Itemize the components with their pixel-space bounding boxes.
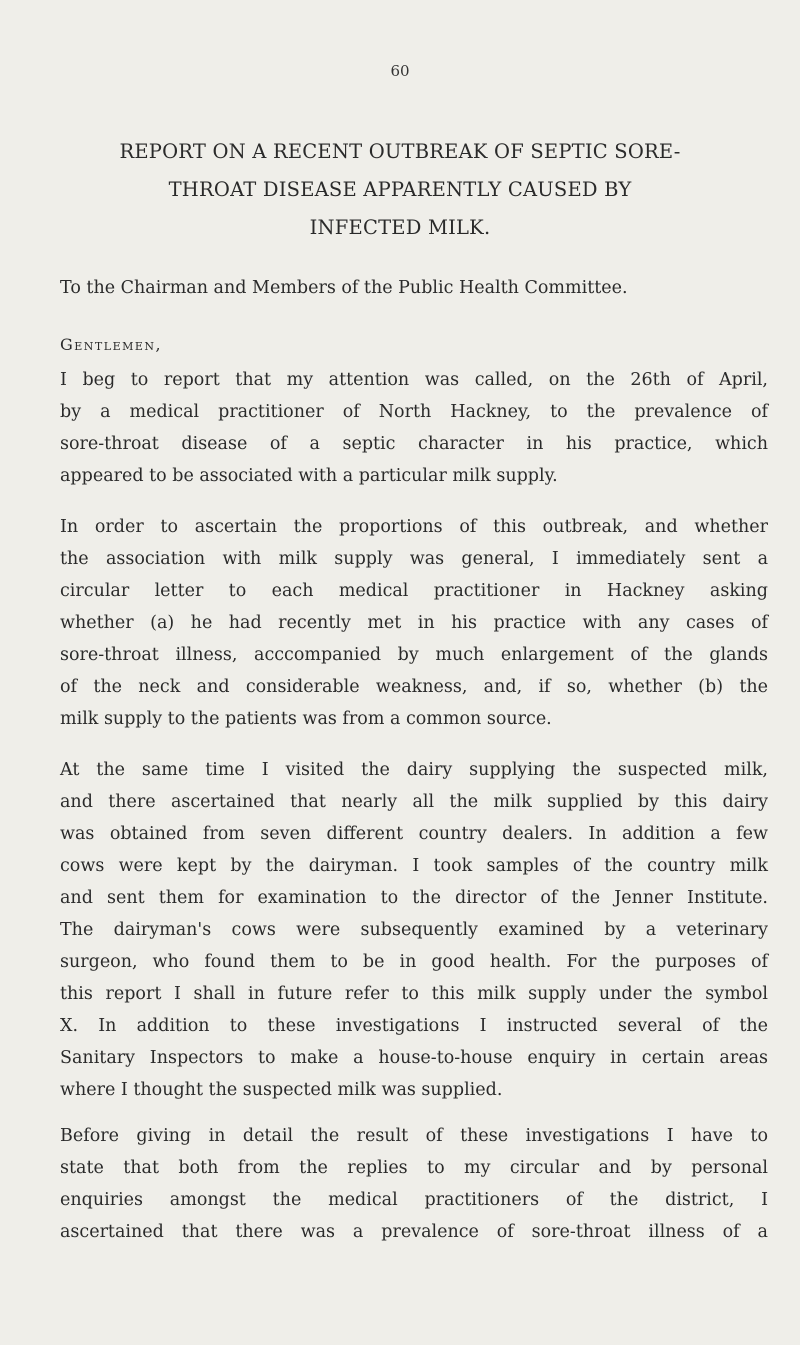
text-line: Sanitary Inspectors to make a house-to-house enquiry in certain areas [60,1048,768,1068]
title-line: THROAT DISEASE APPARENTLY CAUSED BY [168,178,632,201]
text-line: circular letter to each medical practitioner in Hackney asking [60,581,768,601]
text-line: where I thought the suspected milk was supplied. [60,1080,503,1100]
text-line: I beg to report that my attention was called, on the 26th of April, [60,370,768,390]
paragraph-1 [60,364,768,492]
address-line: To the Chairman and Members of the Public Health Committee. [60,278,628,298]
text-line: appeared to be associated with a particular milk supply. [60,466,558,486]
text-line: In order to ascertain the proportions of this outbreak, and whether [60,517,768,537]
title-line: INFECTED MILK. [309,216,491,239]
text-line: the association with milk supply was general, I immediately sent a [60,549,768,569]
text-line: sore-throat illness, acccompanied by much enlargement of the glands [60,645,768,665]
text-line: was obtained from seven different country dealers. In addition a few [60,824,768,844]
text-line: of the neck and considerable weakness, and, if so, whether (b) the [60,677,768,697]
text-line: The dairyman's cows were subsequently examined by a veterinary [60,920,768,940]
salutation: Gentlemen, [60,335,163,354]
page-number: 60 [390,62,410,80]
paragraph-2 [60,511,768,735]
paragraph-3 [60,754,768,1106]
text-line: milk supply to the patients was from a common source. [60,709,552,729]
text-line: whether (a) he had recently met in his practice with any cases of [60,613,768,633]
text-line: cows were kept by the dairyman. I took samples of the country milk [60,856,768,876]
text-line: surgeon, who found them to be in good health. For the purposes of [60,952,768,972]
report-title [100,133,700,247]
title-line: REPORT ON A RECENT OUTBREAK OF SEPTIC SORE- [119,140,681,163]
text-line: Before giving in detail the result of these investigations I have to [60,1126,768,1146]
text-line: enquiries amongst the medical practitioners of the district, I [60,1190,768,1210]
text-line: by a medical practitioner of North Hackney, to the prevalence of [60,402,768,422]
text-line: ascertained that there was a prevalence of sore-throat illness of a [60,1222,768,1242]
text-line: sore-throat disease of a septic character in his practice, which [60,434,768,454]
text-line: At the same time I visited the dairy supplying the suspected milk, [60,760,768,780]
text-line: this report I shall in future refer to this milk supply under the symbol [60,984,768,1004]
text-line: state that both from the replies to my circular and by personal [60,1158,768,1178]
text-line: and sent them for examination to the director of the Jenner Institute. [60,888,768,908]
paragraph-4 [60,1120,768,1248]
text-line: X. In addition to these investigations I instructed several of the [60,1016,768,1036]
text-line: and there ascertained that nearly all the milk supplied by this dairy [60,792,768,812]
